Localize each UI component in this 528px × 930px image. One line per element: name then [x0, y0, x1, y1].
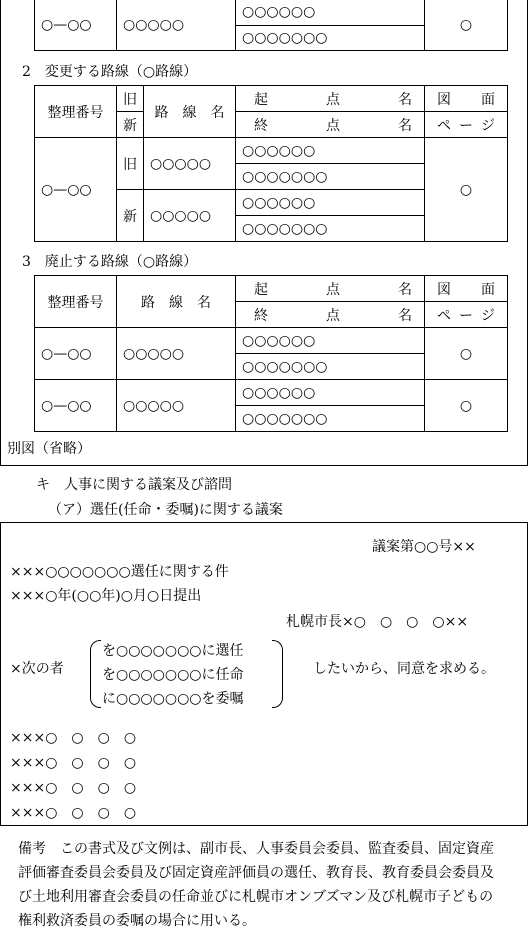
header-end-2: 点 [326, 117, 340, 134]
new-label: 新 [117, 190, 144, 242]
header-route: 路 線 名 [144, 86, 236, 138]
header-new: 新 [117, 112, 144, 138]
abolished-route-table [34, 275, 508, 432]
header-page-1: ペ [437, 307, 451, 324]
bill-number: 議案第○○号×× [372, 539, 476, 555]
header-end-1: 終 [254, 117, 268, 134]
header-fig-2: 面 [481, 91, 495, 108]
header-start-1: 起 [254, 281, 268, 298]
right-brace [272, 640, 283, 708]
option-assign: を○○○○○○○に任命 [102, 667, 244, 683]
header-end [236, 302, 425, 328]
remarks-line: 評価審査委員会委員及び固定資産評価員の選任、教育長、教育委員会委員及 [18, 865, 494, 881]
header-fig-1: 図 [437, 281, 451, 298]
header-page-3: ジ [481, 117, 495, 134]
heading-a: （ア）選任(任命・委嘱)に関する議案 [48, 502, 283, 518]
header-end-3: 名 [398, 307, 412, 324]
start-point: ○○○○○○ [236, 0, 425, 26]
figure-page: ○ [425, 380, 508, 432]
heading-ki: キ 人事に関する議案及び諮問 [36, 477, 232, 493]
header-number: 整理番号 [35, 276, 117, 328]
header-page-3: ジ [481, 307, 495, 324]
bill-title: ×××○○○○○○○選任に関する件 [10, 564, 229, 580]
start-point: ○○○○○○ [236, 380, 425, 406]
header-figure [425, 86, 508, 112]
header-page-2: ー [459, 307, 473, 324]
old-label: 旧 [117, 138, 144, 190]
start-point: ○○○○○○ [236, 328, 425, 354]
consent-request: したいから、同意を求める。 [313, 661, 495, 677]
left-brace [90, 640, 101, 708]
header-page-1: ペ [437, 117, 451, 134]
remarks-line: 備考 この書式及び文例は、副市長、人事委員会委員、監査委員、固定資産 [18, 841, 494, 857]
old-start-point: ○○○○○○ [236, 138, 425, 164]
route-number: ○—○○ [35, 380, 117, 432]
candidate-name: ×××○ ○ ○ ○ [10, 730, 137, 746]
figure-page: ○ [425, 138, 508, 242]
appendix-note: 別図（省略） [7, 441, 91, 457]
section-3-heading: 3 廃止する路線（○路線） [22, 254, 198, 270]
new-end-point: ○○○○○○○ [236, 216, 425, 242]
candidate-name: ×××○ ○ ○ ○ [10, 780, 137, 796]
header-end [236, 112, 425, 138]
route-name: ○○○○○ [117, 0, 236, 51]
mayor-name: 札幌市長×○ ○ ○ ○×× [286, 614, 469, 630]
end-point: ○○○○○○○ [236, 26, 425, 51]
route-name: ○○○○○ [117, 380, 236, 432]
figure-page: ○ [425, 0, 508, 51]
submission-date: ×××○年(○○年)○月○日提出 [10, 588, 202, 604]
header-figure [425, 276, 508, 302]
header-start-2: 点 [326, 281, 340, 298]
header-end-1: 終 [254, 307, 268, 324]
header-page-2: ー [459, 117, 473, 134]
header-start-3: 名 [398, 91, 412, 108]
old-route-name: ○○○○○ [144, 138, 236, 190]
header-old: 旧 [117, 86, 144, 112]
route-name: ○○○○○ [117, 328, 236, 380]
route-number: ○—○○ [35, 138, 117, 242]
header-start-3: 名 [398, 281, 412, 298]
candidate-name: ×××○ ○ ○ ○ [10, 755, 137, 771]
end-point: ○○○○○○○ [236, 406, 425, 432]
header-route: 路 線 名 [117, 276, 236, 328]
route-number: ○—○○ [35, 0, 117, 51]
header-fig-1: 図 [437, 91, 451, 108]
continued-route-table [34, 0, 508, 51]
header-number: 整理番号 [35, 86, 117, 138]
candidate-name: ×××○ ○ ○ ○ [10, 805, 137, 821]
figure-page: ○ [425, 328, 508, 380]
section-2-heading: 2 変更する路線（○路線） [22, 64, 198, 80]
option-commission: に○○○○○○○を委嘱 [102, 691, 244, 707]
next-person-label: ×次の者 [10, 661, 64, 677]
route-number: ○—○○ [35, 328, 117, 380]
old-end-point: ○○○○○○○ [236, 164, 425, 190]
new-start-point: ○○○○○○ [236, 190, 425, 216]
remarks-line: び土地利用審査会委員の任命並びに札幌市オンブズマン及び札幌市子どもの [18, 889, 494, 905]
header-start [236, 276, 425, 302]
header-fig-2: 面 [481, 281, 495, 298]
header-end-2: 点 [326, 307, 340, 324]
changed-route-table [34, 85, 508, 242]
header-end-3: 名 [398, 117, 412, 134]
new-route-name: ○○○○○ [144, 190, 236, 242]
header-start-2: 点 [326, 91, 340, 108]
header-start-1: 起 [254, 91, 268, 108]
option-appoint: を○○○○○○○に選任 [102, 643, 244, 659]
header-page [425, 302, 508, 328]
header-start [236, 86, 425, 112]
remarks-line: 権利救済委員の委嘱の場合に用いる。 [18, 913, 256, 929]
header-page [425, 112, 508, 138]
end-point: ○○○○○○○ [236, 354, 425, 380]
